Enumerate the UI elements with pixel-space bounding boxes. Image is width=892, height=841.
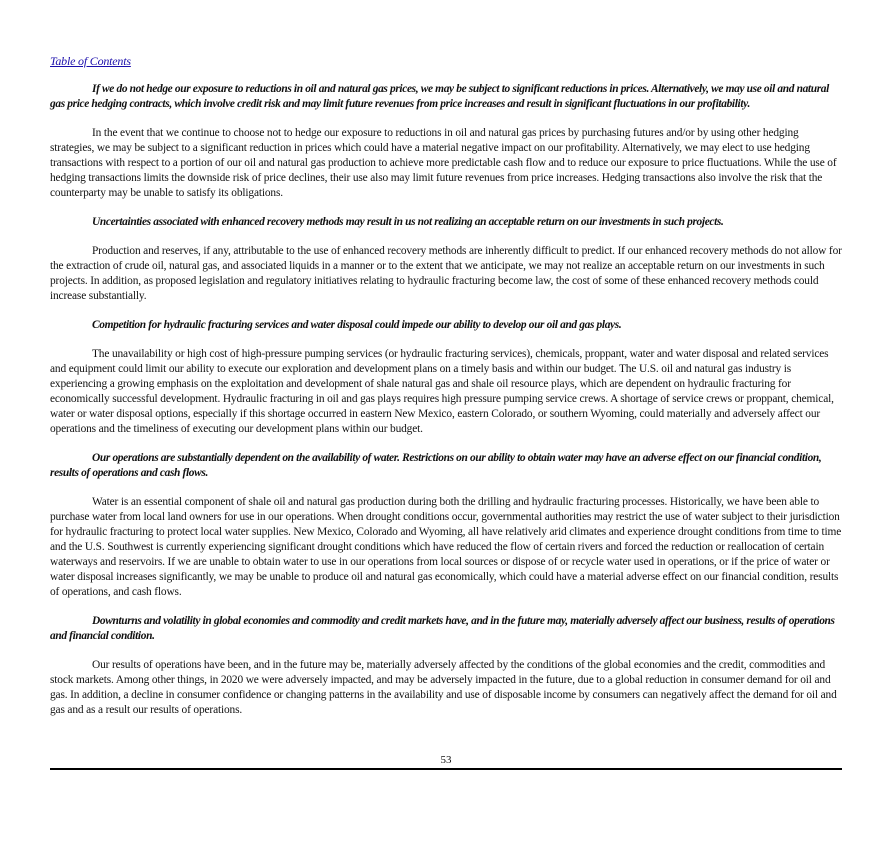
risk-body-water: Water is an essential component of shale oil and natural gas production during both the drilling and hydraulic fracturing processes. Historically, we have been able to purchase water from local land owners for use in our operations. When drought conditions occur, governmental authorities may restrict the use of water subject to their jurisdiction for hydraulic fracturing to protect local water supplies. New Mexico, Colorado and Wyoming, all have relatively arid climates and experience drought conditions from time to time and the U.S. Southwest is currently experiencing significant drought conditions which have reduced the flow of certain rivers and forced the reduction or reallocation of certain waterways and reservoirs. If we are unable to obtain water to use in our operations from local sources or dispose of or recycle water used in operations, or if the price of water or water disposal increases significantly, we may be unable to produce oil and natural gas economically, which could have a material adverse effect on our financial condition, results of operations, and cash flows. bbox=[50, 496, 842, 598]
risk-heading-hedging: If we do not hedge our exposure to reductions in oil and natural gas prices, we may be subject to significant reductions in prices. Alternatively, we may use oil and natural gas price hedging contracts, which involve credit risk and may limit future revenues from price increases and result in significant fluctuations in our profitability. bbox=[50, 83, 829, 110]
risk-body-economic-downturn: Our results of operations have been, and in the future may be, materially adversely affected by the conditions of the global economies and the credit, commodities and stock markets. Among other things, in 2020 we were adversely impacted, and may be adversely impacted in the future, due to a global reduction in consumer demand for oil and gas. In addition, a decline in consumer confidence or changing patterns in the availability and use of disposable income by consumers can negatively affect the demand for oil and gas and as a result our results of operations. bbox=[50, 659, 837, 716]
risk-factor-section-economic-downturn bbox=[50, 614, 842, 718]
risk-body-enhanced-recovery: Production and reserves, if any, attributable to the use of enhanced recovery methods are inherently difficult to predict. If our enhanced recovery methods do not allow for the extraction of crude oil, natural gas, and associated liquids in a manner or to the extent that we anticipate, we may not realize an acceptable return on our investments in such projects. In addition, as proposed legislation and regulatory initiatives relating to hydraulic fracturing become law, the cost of some of these enhanced recovery methods could increase substantially. bbox=[50, 245, 842, 302]
risk-factor-section-fracturing-competition bbox=[50, 318, 842, 437]
footer-divider bbox=[50, 768, 842, 770]
risk-body-hedging: In the event that we continue to choose not to hedge our exposure to reductions in oil and natural gas prices by purchasing futures and/or by using other hedging strategies, we may be subject to a significant reduction in prices which could have a material negative impact on our profitability. Alternatively, we may elect to use hedging transactions with respect to a portion of our oil and natural gas production to achieve more predictable cash flow and to reduce our exposure to price fluctuations. While the use of hedging transactions limits the downside risk of price declines, their use also may limit future revenues from price increases. Hedging transactions also involve the risk that the counterparty may be unable to satisfy its obligations. bbox=[50, 127, 837, 199]
risk-heading-fracturing-competition: Competition for hydraulic fracturing services and water disposal could impede our ability to develop our oil and gas plays. bbox=[92, 319, 622, 331]
risk-body-fracturing-competition: The unavailability or high cost of high-pressure pumping services (or hydraulic fracturing services), chemicals, proppant, water and water disposal and related services and equipment could limit our ability to execute our exploration and development plans on a timely basis and within our budget. The U.S. oil and natural gas industry is experiencing a growing emphasis on the exploitation and development of shale natural gas and shale oil resource plays, which are dependent on hydraulic fracturing for economically successful development. Hydraulic fracturing in oil and gas plays requires high pressure pumping service crews. A shortage of service crews or proppant, chemical, water or water disposal options, especially if this shortage occurred in eastern New Mexico, eastern Colorado, or southern Wyoming, could materially and adversely affect our operations and the timeliness of executing our development plans within our budget. bbox=[50, 348, 834, 435]
risk-heading-water: Our operations are substantially dependent on the availability of water. Restrictions on our ability to obtain water may have an adverse effect on our financial condition, results of operations and cash flows. bbox=[50, 452, 822, 479]
risk-factor-section-hedging bbox=[50, 82, 842, 201]
page-number: 53 bbox=[440, 754, 452, 766]
risk-heading-enhanced-recovery: Uncertainties associated with enhanced recovery methods may result in us not realizing an acceptable return on our investments in such projects. bbox=[92, 216, 724, 228]
risk-heading-economic-downturn: Downturns and volatility in global economies and commodity and credit markets have, and in the future may, materially adversely affect our business, results of operations and financial condition. bbox=[50, 615, 835, 642]
document-page bbox=[50, 52, 842, 732]
risk-factor-section-water bbox=[50, 451, 842, 600]
table-of-contents-link[interactable]: Table of Contents bbox=[50, 54, 131, 68]
risk-factor-section-enhanced-recovery bbox=[50, 215, 842, 304]
